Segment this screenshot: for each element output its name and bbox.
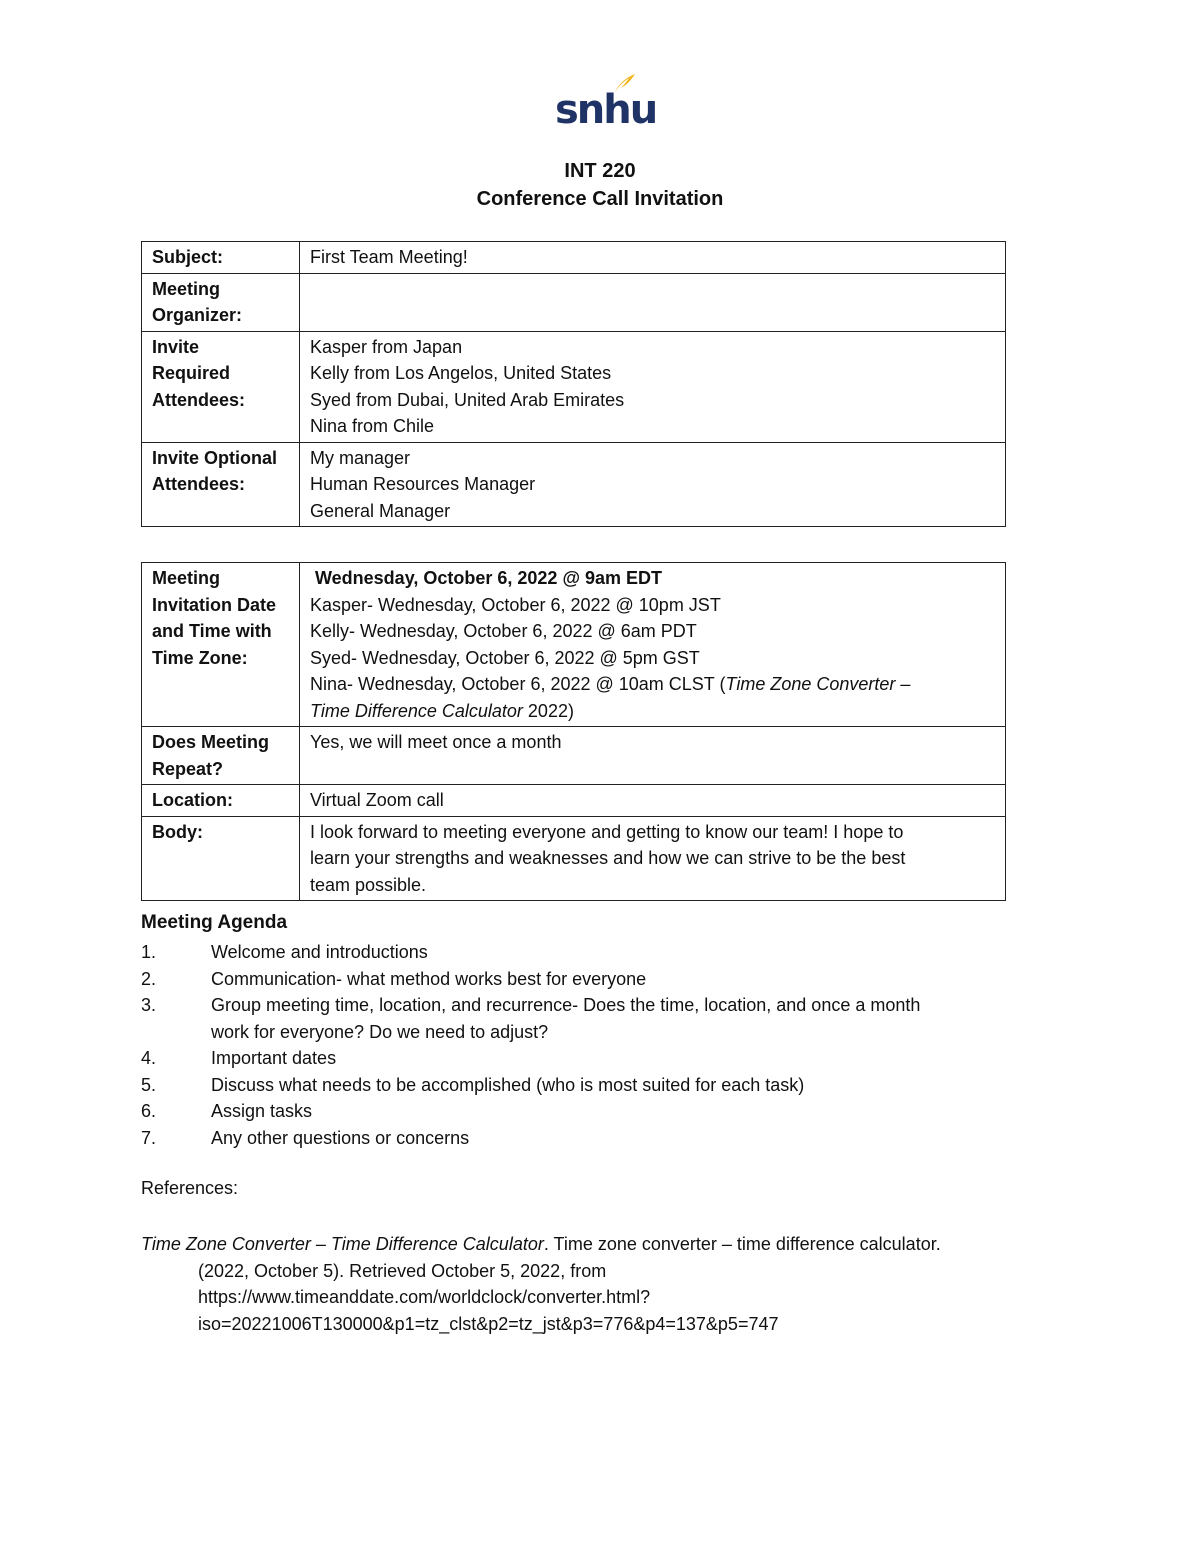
list-item bbox=[141, 1072, 1021, 1099]
subject-row bbox=[142, 242, 1006, 274]
reference-url: https://www.timeanddate.com/worldclock/converter.html? bbox=[198, 1287, 651, 1307]
datetime-nina-text: Nina- Wednesday, October 6, 2022 @ 10am CLST ( bbox=[310, 674, 726, 694]
reference-entry bbox=[141, 1231, 1041, 1337]
item-text: Discuss what needs to be accomplished (who is most suited for each task) bbox=[211, 1074, 805, 1095]
item-text: Communication- what method works best for everyone bbox=[211, 968, 647, 989]
organizer-label-line: Meeting bbox=[152, 278, 221, 299]
item-text: Welcome and introductions bbox=[211, 942, 428, 962]
reference-title: Time Zone Converter – Time Difference Calculator bbox=[141, 1234, 544, 1254]
repeat-row bbox=[142, 727, 1006, 785]
body-line: learn your strengths and weaknesses and how we can strive to be the best bbox=[310, 848, 906, 868]
item-text: Important dates bbox=[211, 1048, 337, 1068]
datetime-value bbox=[300, 563, 1006, 727]
list-item bbox=[141, 966, 1021, 993]
list-item bbox=[141, 1019, 1021, 1046]
location-value: Virtual Zoom call bbox=[300, 785, 1006, 817]
required-attendees-row bbox=[142, 331, 1006, 442]
optional-attendees-row bbox=[142, 442, 1006, 527]
item-number: 4. bbox=[141, 1048, 157, 1068]
required-attendees-list bbox=[300, 331, 1006, 442]
datetime-kasper: Kasper- Wednesday, October 6, 2022 @ 10pm JST bbox=[310, 594, 721, 615]
item-text: Any other questions or concerns bbox=[211, 1127, 470, 1148]
attendee: Nina from Chile bbox=[310, 416, 435, 436]
optional-attendees-label bbox=[142, 442, 300, 527]
course-code: INT 220 bbox=[564, 160, 636, 182]
citation-text: Time Zone Converter – bbox=[725, 674, 911, 694]
body-label: Body: bbox=[142, 816, 300, 901]
list-item bbox=[141, 1098, 1021, 1125]
body-value bbox=[300, 816, 1006, 901]
list-item bbox=[141, 992, 1021, 1019]
meeting-details-table bbox=[141, 562, 1006, 901]
flame-icon bbox=[613, 72, 637, 94]
page-title: Conference Call Invitation bbox=[476, 188, 724, 210]
datetime-label-line: Invitation Date bbox=[152, 594, 277, 615]
subject-label-text: Subject: bbox=[152, 247, 224, 267]
datetime-nina bbox=[310, 671, 995, 698]
item-number: 3. bbox=[141, 995, 157, 1015]
datetime-syed: Syed- Wednesday, October 6, 2022 @ 5pm GST bbox=[310, 647, 700, 668]
citation-year: 2022) bbox=[522, 700, 574, 721]
optional-attendees-list bbox=[300, 442, 1006, 527]
reference-title-rest: . Time zone converter – time difference calculator. bbox=[543, 1234, 941, 1254]
body-line: team possible. bbox=[310, 874, 427, 895]
datetime-main: Wednesday, October 6, 2022 @ 9am EDT bbox=[315, 568, 663, 588]
references-label: References: bbox=[141, 1178, 239, 1198]
required-label-line: Invite bbox=[152, 336, 200, 357]
optional-label-line: Attendees: bbox=[152, 474, 246, 494]
item-text: Assign tasks bbox=[211, 1101, 313, 1121]
datetime-label-line: Meeting bbox=[152, 568, 221, 588]
list-item bbox=[141, 1045, 1021, 1072]
optional-label-line: Invite Optional bbox=[152, 447, 278, 468]
datetime-nina-cont bbox=[310, 698, 995, 725]
attendee: Kasper from Japan bbox=[310, 336, 463, 357]
item-number: 1. bbox=[141, 942, 157, 962]
item-text: Group meeting time, location, and recurrence- Does the time, location, and once a month bbox=[211, 995, 921, 1015]
invitation-table bbox=[141, 241, 1006, 527]
item-number: 2. bbox=[141, 968, 157, 989]
attendee: Human Resources Manager bbox=[310, 474, 536, 494]
attendee: My manager bbox=[310, 447, 411, 468]
logo-wordmark: snhu bbox=[555, 87, 657, 133]
organizer-label-line: Organizer: bbox=[152, 305, 243, 325]
body-line: I look forward to meeting everyone and getting to know our team! I hope to bbox=[310, 821, 904, 842]
reference-url-query: iso=20221006T130000&p1=tz_clst&p2=tz_jst&p3=776&p4=137&p5=747 bbox=[198, 1313, 779, 1334]
datetime-label bbox=[142, 563, 300, 727]
attendee: Syed from Dubai, United Arab Emirates bbox=[310, 389, 625, 410]
list-item bbox=[141, 939, 1021, 966]
repeat-label-line: Does Meeting bbox=[152, 732, 270, 752]
subject-value: First Team Meeting! bbox=[300, 242, 1006, 274]
location-row bbox=[142, 785, 1006, 817]
datetime-label-line: Time Zone: bbox=[152, 647, 248, 668]
agenda-heading: Meeting Agenda bbox=[141, 912, 288, 933]
repeat-label-line: Repeat? bbox=[152, 758, 224, 779]
item-number: 5. bbox=[141, 1074, 157, 1095]
body-row bbox=[142, 816, 1006, 901]
organizer-row bbox=[142, 273, 1006, 331]
snhu-logo bbox=[555, 72, 657, 134]
datetime-label-line: and Time with bbox=[152, 621, 272, 641]
item-text: work for everyone? Do we need to adjust? bbox=[211, 1021, 549, 1042]
item-number: 7. bbox=[141, 1127, 157, 1148]
datetime-kelly: Kelly- Wednesday, October 6, 2022 @ 6am PDT bbox=[310, 621, 697, 641]
item-number: 6. bbox=[141, 1101, 157, 1121]
agenda-list bbox=[141, 939, 1021, 1151]
repeat-label bbox=[142, 727, 300, 785]
reference-line: (2022, October 5). Retrieved October 5, 2022, from bbox=[198, 1260, 607, 1281]
attendee: Kelly from Los Angelos, United States bbox=[310, 363, 612, 383]
organizer-value bbox=[300, 273, 1006, 331]
location-label: Location: bbox=[142, 785, 300, 817]
list-item bbox=[141, 1125, 1021, 1152]
organizer-label bbox=[142, 273, 300, 331]
required-attendees-label bbox=[142, 331, 300, 442]
required-label-line: Required bbox=[152, 363, 231, 383]
repeat-value: Yes, we will meet once a month bbox=[300, 727, 1006, 785]
reference-line bbox=[141, 1231, 1041, 1258]
required-label-line: Attendees: bbox=[152, 389, 246, 410]
datetime-row bbox=[142, 563, 1006, 727]
subject-label bbox=[142, 242, 300, 274]
attendee: General Manager bbox=[310, 500, 451, 521]
citation-text: Time Difference Calculator bbox=[310, 700, 523, 721]
